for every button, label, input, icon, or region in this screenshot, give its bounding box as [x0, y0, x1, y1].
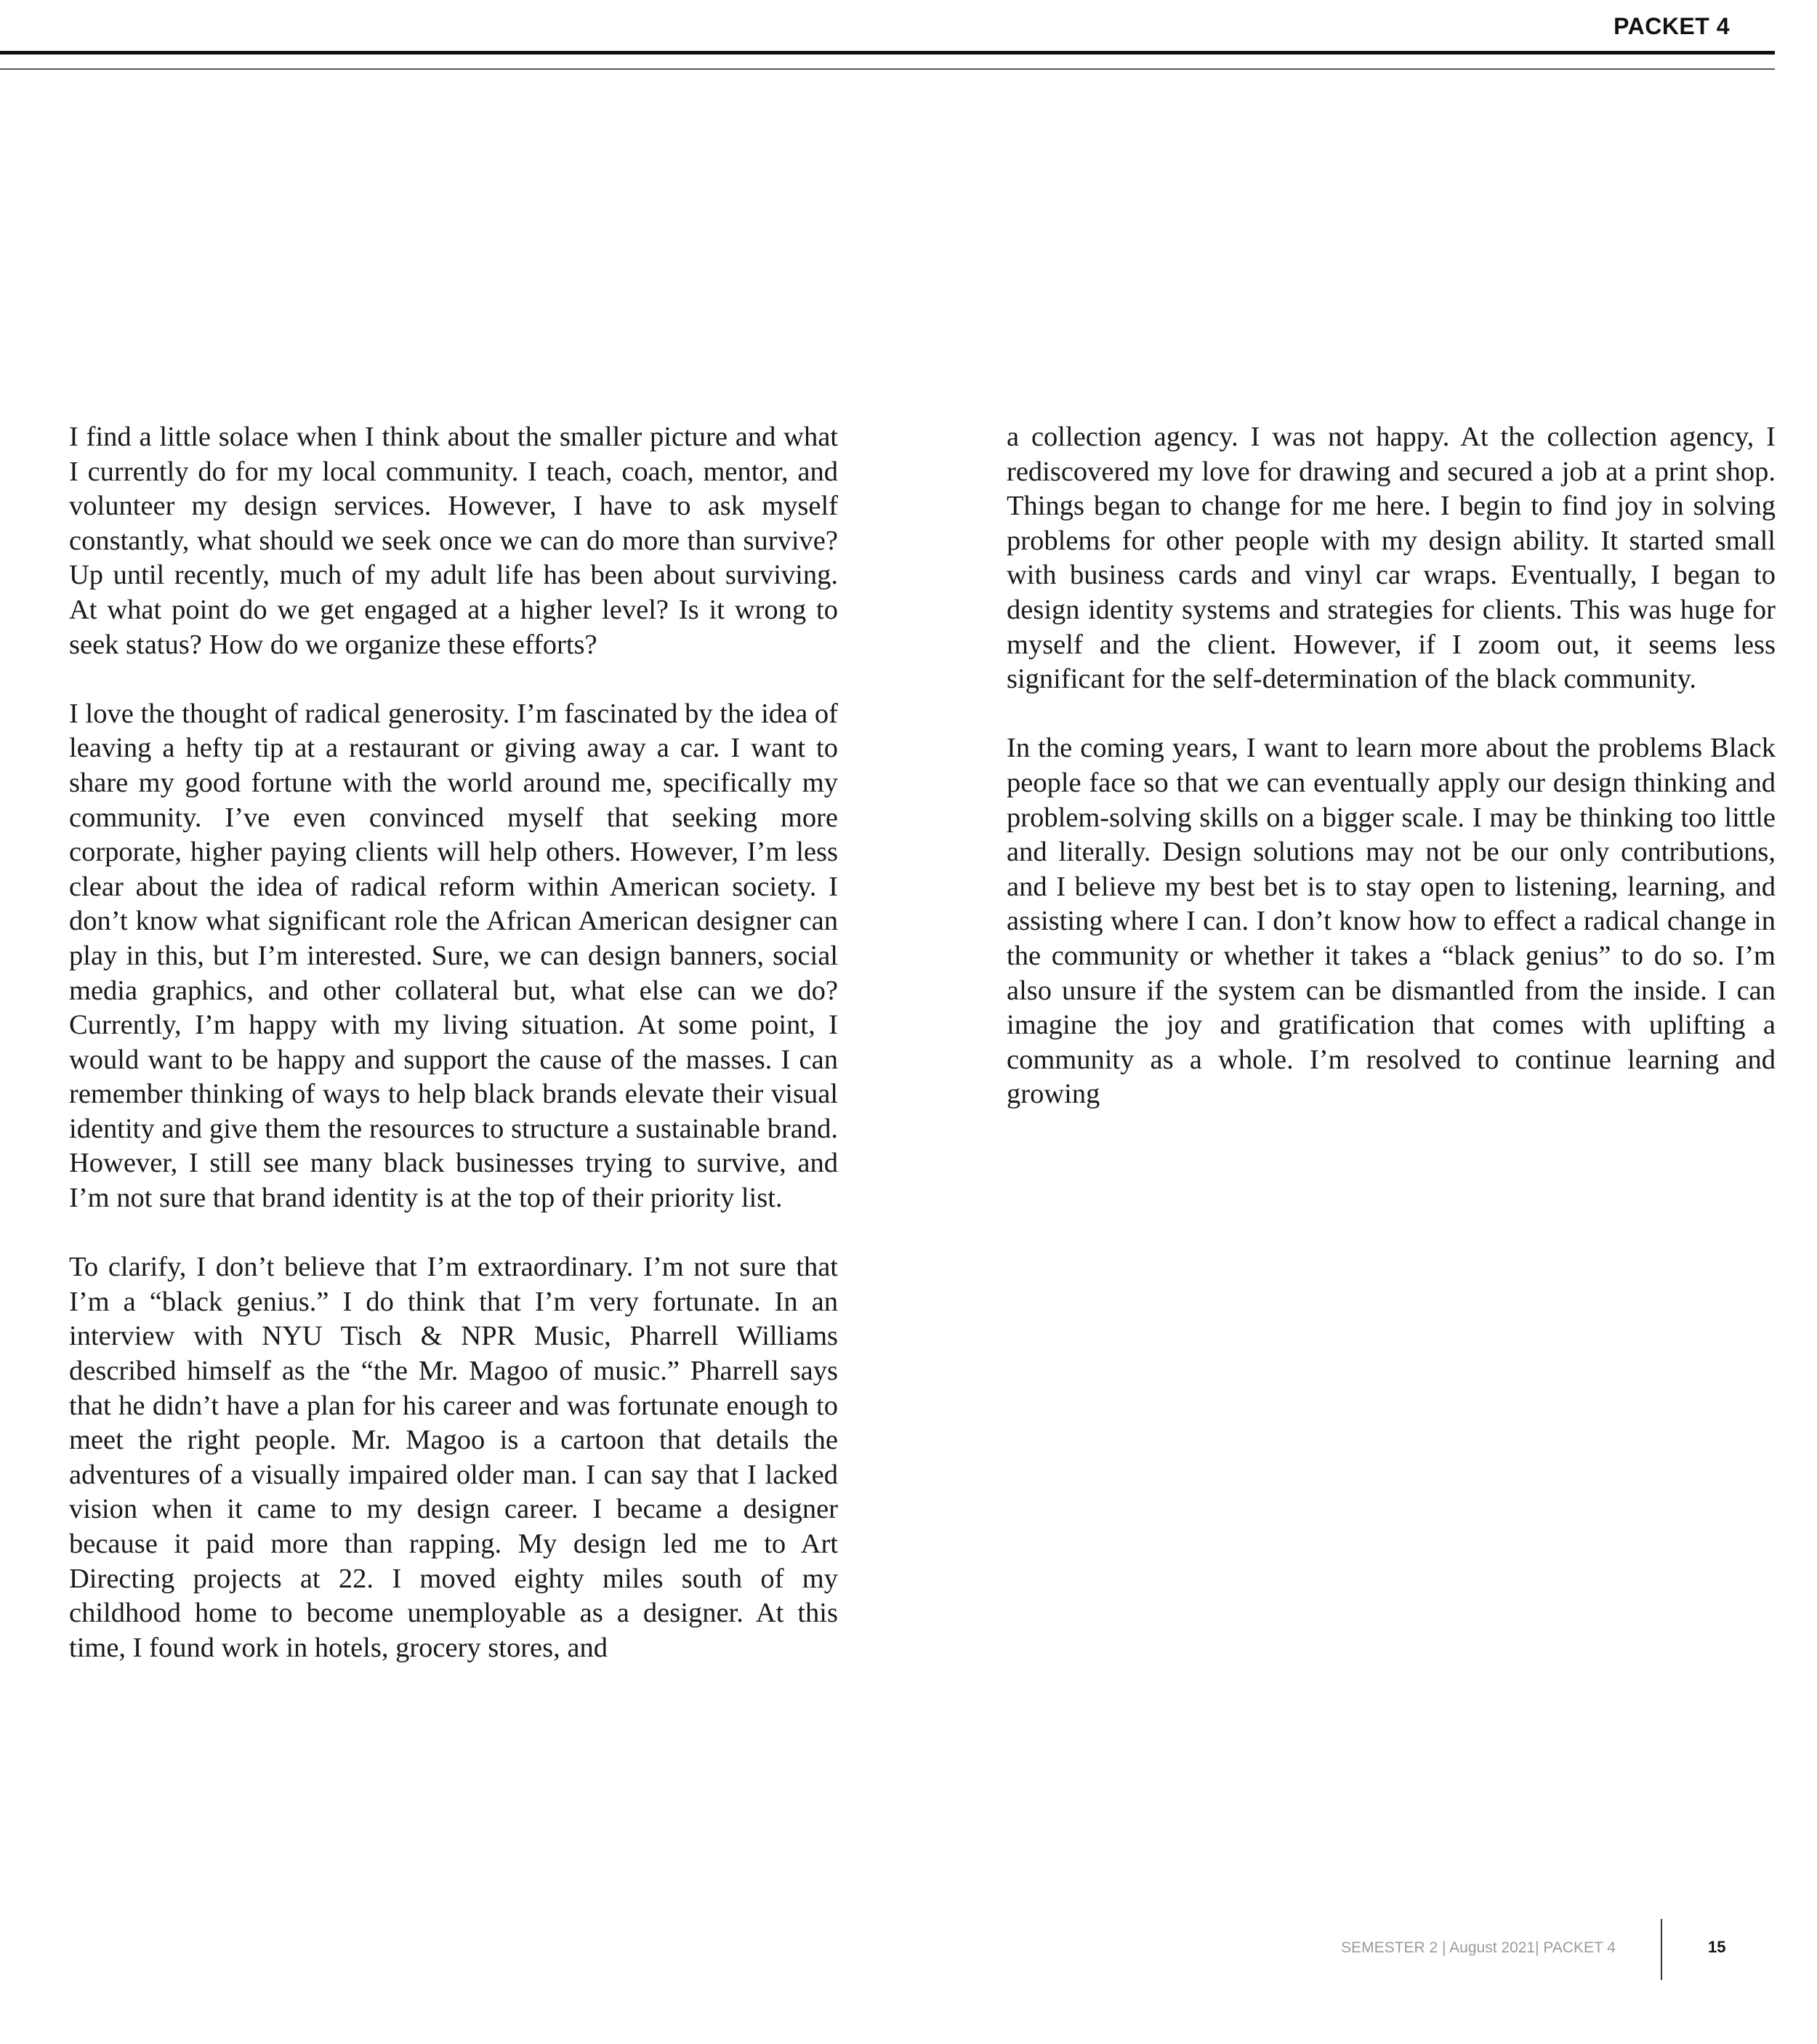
footer-running-text: SEMESTER 2 | August 2021| PACKET 4 — [1341, 1939, 1616, 1956]
packet-header-label: PACKET 4 — [1613, 13, 1730, 39]
header-rule-thin — [0, 68, 1775, 70]
paragraph: In the coming years, I want to learn more about the problems Black people face so that we can eventually apply our design thinking and problem-solving skills on a bigger scale. I may be thinking too little and literally. Design solutions may not be our only contributions, and I believe my best bet is to stay open to listening, learning, and assisting where I can. I don’t know how to effect a radical change in the community or whether it takes a “black genius” to do so. I’m also unsure if the system can be dismantled from the inside. I can imagine the joy and gratification that comes with uplifting a community as a whole. I’m resolved to continue learning and growing — [1007, 733, 1776, 1110]
paragraph: I love the thought of radical generosity. I’m fascinated by the idea of leaving a hefty tip at a restaurant or giving away a car. I want to share my good fortune with the world around me, specifically my community. I’ve even convinced myself that seeking more corporate, higher paying clients will help others. However, I’m less clear about the idea of radical reform within American society. I don’t know what significant role the African American designer can play in this, but I’m interested. Sure, we can design banners, social media graphics, and other collateral but, what else can we do? Currently, I’m happy with my living situation. At some point, I would want to be happy and support the cause of the masses. I can remember thinking of ways to help black brands elevate their visual identity and give them the resources to structure a sustainable brand. However, I still see many black businesses trying to survive, and I’m not sure that brand identity is at the top of their priority list. — [69, 698, 838, 1214]
footer-divider — [1661, 1919, 1662, 1980]
header-rule-thick — [0, 51, 1775, 55]
right-text-column — [1007, 420, 1776, 1146]
paragraph: To clarify, I don’t believe that I’m extraordinary. I’m not sure that I’m a “black genius.” I do think that I’m very fortunate. In an interview with NYU Tisch & NPR Music, Pharrell Williams described himself as the “the Mr. Magoo of music.” Pharrell says that he didn’t have a plan for his career and was fortunate enough to meet the right people. Mr. Magoo is a cartoon that details the adventures of a visually impaired older man. I can say that I lacked vision when it came to my design career. I became a designer because it paid more than rapping. My design led me to Art Directing projects at 22. I moved eighty miles south of my childhood home to become unemployable as a designer. At this time, I found work in hotels, grocery stores, and — [69, 1252, 838, 1663]
paragraph: a collection agency. I was not happy. At the collection agency, I rediscovered my love for drawing and secured a job at a print shop. Things began to change for me here. I begin to find joy in solving problems for other people with my design ability. It started small with business cards and vinyl car wraps. Eventually, I began to design identity systems and strategies for clients. This was huge for myself and the client. However, if I zoom out, it seems less significant for the self-determination of the black community. — [1007, 422, 1776, 695]
page-number: 15 — [1708, 1938, 1726, 1956]
left-text-column — [69, 420, 838, 1700]
paragraph: I find a little solace when I think about the smaller picture and what I currently do for my local community. I teach, coach, mentor, and volunteer my design services. However, I have to ask myself constantly, what should we seek once we can do more than survive? Up until recently, much of my adult life has been about surviving. At what point do we get engaged at a higher level? Is it wrong to seek status? How do we organize these efforts? — [69, 422, 838, 660]
